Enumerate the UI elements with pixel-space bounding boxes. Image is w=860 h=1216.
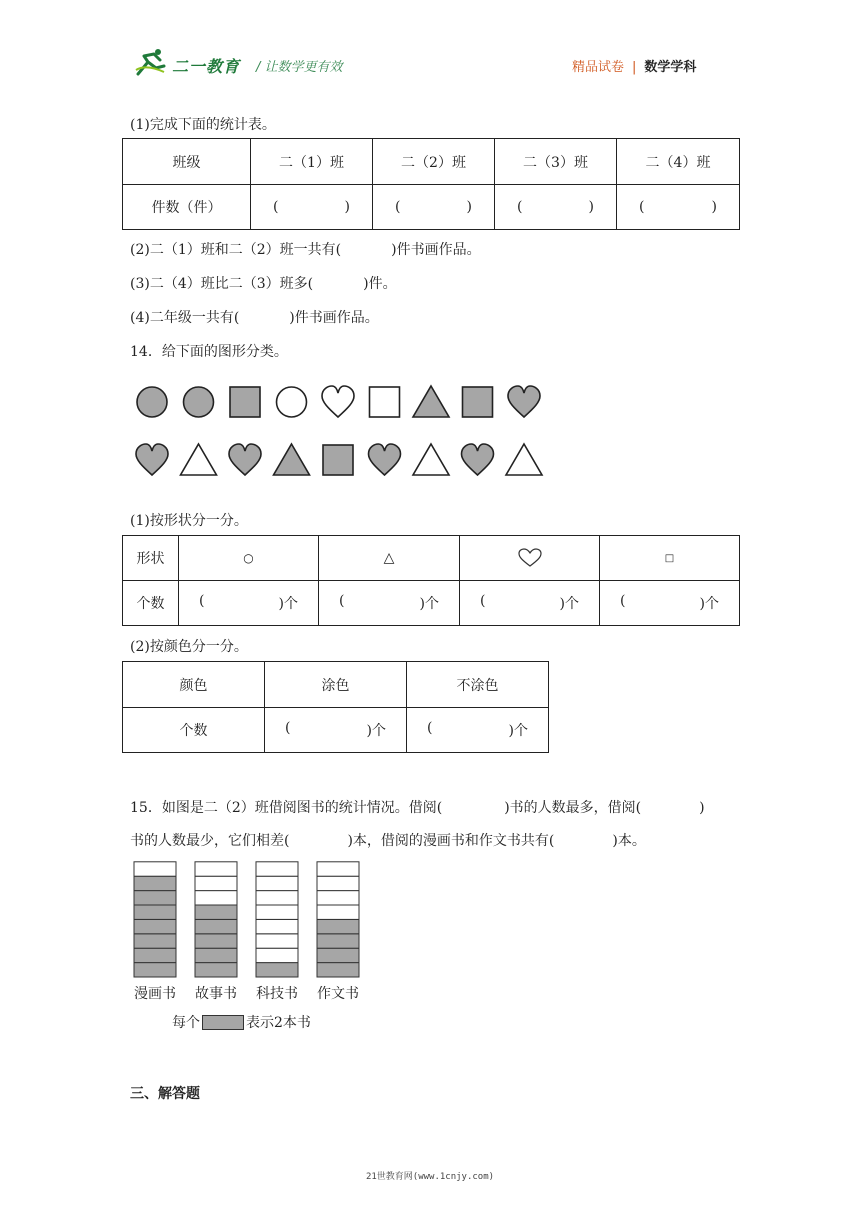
q13-header-c2: 二（2）班: [373, 139, 495, 185]
q14-shapes-figure: [130, 378, 550, 488]
outline-circle-icon: [277, 387, 307, 417]
count-square-answer[interactable]: ( )个: [600, 581, 740, 626]
bar-cell-filled: [195, 963, 237, 977]
bar-1: [134, 862, 176, 977]
filled-circle-icon: [137, 387, 167, 417]
q13-sub2: (2)二（1）班和二（2）班一共有( )件书画作品。: [130, 242, 481, 258]
bar-cell-filled: [256, 963, 298, 977]
bar-cell-filled: [317, 934, 359, 948]
count-filled-answer[interactable]: ( )个: [265, 708, 407, 753]
bar-cell-filled: [134, 963, 176, 977]
count-circle-answer[interactable]: ( )个: [179, 581, 319, 626]
bar-cell-empty: [195, 862, 237, 876]
q14-title: 14．给下面的图形分类。: [130, 344, 288, 360]
bar-cell-filled: [317, 948, 359, 962]
category-label: 漫画书: [134, 986, 176, 1002]
bar-cell-empty: [317, 905, 359, 919]
heart-icon: [460, 536, 600, 581]
header-right: [572, 56, 696, 75]
bar-cell-empty: [195, 876, 237, 890]
q13-answer-c3[interactable]: ( ): [495, 185, 617, 230]
q13-table: [122, 138, 740, 230]
count-triangle-answer[interactable]: ( )个: [319, 581, 460, 626]
shape-row-label: 形状: [123, 536, 179, 581]
bar-cell-empty: [256, 948, 298, 962]
header-slogan: / 让数学更有效: [256, 60, 343, 75]
q15-bar-chart: [128, 858, 368, 1008]
q13-header-class: 班级: [123, 139, 251, 185]
legend-swatch: [202, 1015, 244, 1030]
legend-prefix: 每个: [172, 1015, 200, 1031]
bar-2: [195, 862, 237, 977]
outline-square-icon: [370, 387, 400, 417]
filled-heart-icon: [369, 444, 401, 475]
q13-sub4: (4)二年级一共有( )件书画作品。: [130, 310, 379, 326]
bar-cell-empty: [256, 862, 298, 876]
q15-line2: 书的人数最少，它们相差( )本，借阅的漫画书和作文书共有( )本。: [130, 833, 646, 849]
bar-cell-filled: [134, 934, 176, 948]
bar-cell-empty: [256, 876, 298, 890]
bar-3: [256, 862, 298, 977]
filled-heart-icon: [508, 386, 540, 417]
bar-cell-empty: [317, 862, 359, 876]
count-row-label: 个数: [123, 581, 179, 626]
q14-sub2: (2)按颜色分一分。: [130, 639, 248, 655]
q13-answer-c4[interactable]: ( ): [617, 185, 740, 230]
bar-cell-filled: [195, 934, 237, 948]
bar-cell-filled: [195, 905, 237, 919]
shape-triangle-symbol: △: [319, 536, 460, 581]
shape-square-symbol: □: [600, 536, 740, 581]
page-footer: 21世教育网(www.1cnjy.com): [365, 1172, 495, 1182]
category-label: 科技书: [256, 986, 298, 1002]
q14-sub1: (1)按形状分一分。: [130, 513, 248, 529]
bar-cell-filled: [134, 876, 176, 890]
header-label: 精品试卷: [572, 60, 625, 75]
q13-header-c3: 二（3）班: [495, 139, 617, 185]
category-label: 故事书: [195, 986, 237, 1002]
header-separator: |: [632, 60, 637, 75]
filled-circle-icon: [184, 387, 214, 417]
bar-cell-filled: [195, 919, 237, 933]
q13-sub1: (1)完成下面的统计表。: [130, 117, 276, 133]
filled-triangle-icon: [413, 386, 449, 417]
count-unfilled-answer[interactable]: ( )个: [407, 708, 549, 753]
bar-cell-empty: [256, 934, 298, 948]
category-label: 作文书: [317, 986, 359, 1002]
bar-cell-filled: [134, 905, 176, 919]
bar-cell-empty: [256, 891, 298, 905]
section3-title: 三、解答题: [130, 1086, 200, 1102]
filled-heart-icon: [136, 444, 168, 475]
bar-cell-filled: [134, 919, 176, 933]
bar-cell-filled: [195, 948, 237, 962]
q13-header-c4: 二（4）班: [617, 139, 740, 185]
bar-cell-empty: [317, 891, 359, 905]
q13-header-c1: 二（1）班: [251, 139, 373, 185]
filled-square-icon: [463, 387, 493, 417]
q13-answer-c1[interactable]: ( ): [251, 185, 373, 230]
q14-color-table: [122, 661, 549, 753]
count-heart-answer[interactable]: ( )个: [460, 581, 600, 626]
q14-shape-table: [122, 535, 740, 626]
filled-heart-icon: [229, 444, 261, 475]
color-row-label: 个数: [123, 708, 265, 753]
q15-legend: [172, 1012, 311, 1032]
shape-circle-symbol: ○: [179, 536, 319, 581]
bar-cell-empty: [317, 876, 359, 890]
bar-cell-filled: [134, 948, 176, 962]
q15-line1: 15．如图是二（2）班借阅图书的统计情况。借阅( )书的人数最多，借阅( ): [130, 800, 705, 816]
q13-sub3: (3)二（4）班比二（3）班多( )件。: [130, 276, 397, 292]
header-subject: 数学学科: [644, 60, 697, 75]
q13-row-label: 件数（件）: [123, 185, 251, 230]
color-header-label: 颜色: [123, 662, 265, 708]
bar-cell-filled: [317, 919, 359, 933]
q13-answer-c2[interactable]: ( ): [373, 185, 495, 230]
outline-triangle-icon: [413, 444, 449, 475]
filled-square-icon: [323, 445, 353, 475]
bar-cell-filled: [317, 963, 359, 977]
filled-heart-icon: [462, 444, 494, 475]
outline-triangle-icon: [181, 444, 217, 475]
color-header-filled: 涂色: [265, 662, 407, 708]
bar-4: [317, 862, 359, 977]
outline-heart-icon: [322, 386, 354, 417]
logo-runner-icon: [134, 48, 170, 78]
bar-cell-empty: [195, 891, 237, 905]
legend-suffix: 表示2本书: [246, 1015, 311, 1031]
bar-cell-filled: [134, 891, 176, 905]
outline-triangle-icon: [506, 444, 542, 475]
bar-cell-empty: [134, 862, 176, 876]
logo-text: 二一教育: [172, 57, 241, 76]
color-header-unfilled: 不涂色: [407, 662, 549, 708]
bar-cell-empty: [256, 905, 298, 919]
filled-square-icon: [230, 387, 260, 417]
filled-triangle-icon: [274, 444, 310, 475]
bar-cell-empty: [256, 919, 298, 933]
